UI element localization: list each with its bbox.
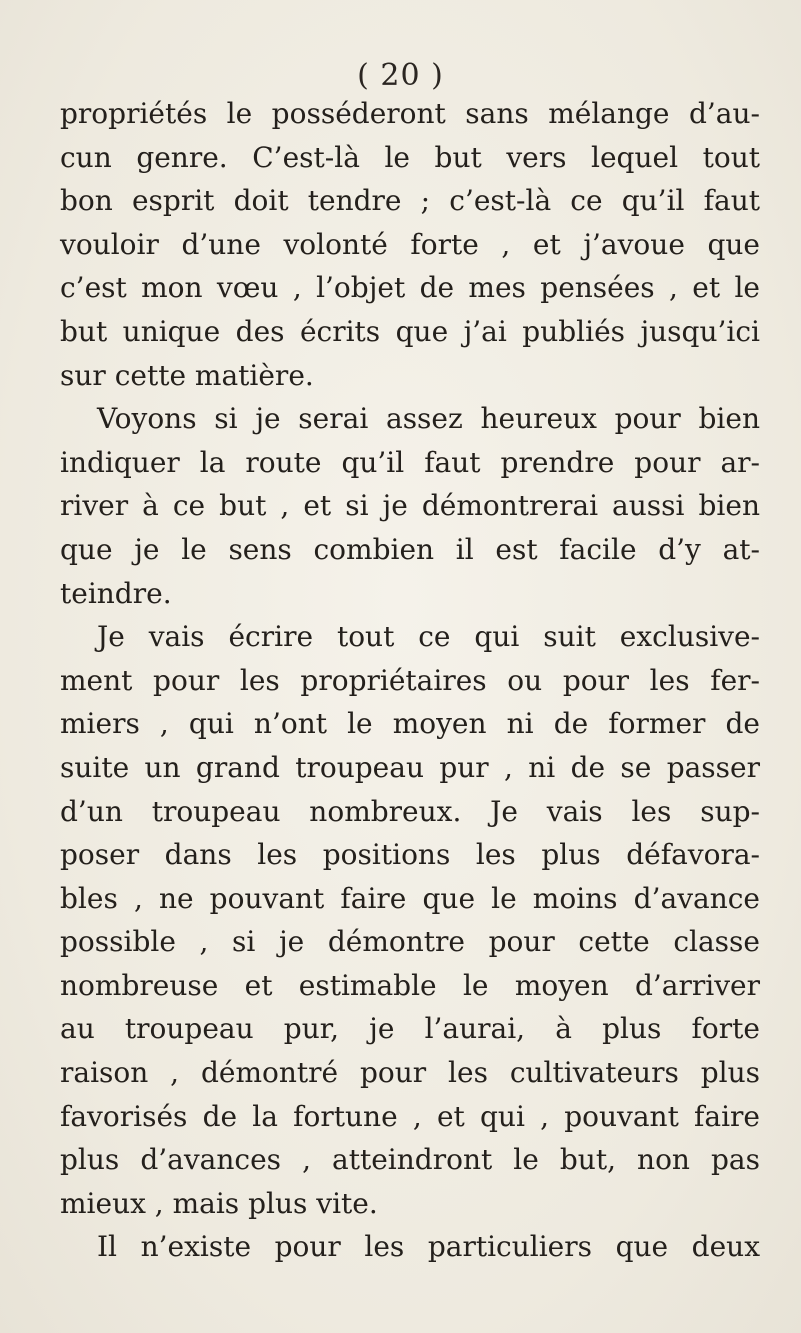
text-line: bles , ne pouvant faire que le moins d’avance	[60, 881, 760, 915]
text-line: ment pour les propriétaires ou pour les fer-	[60, 663, 760, 697]
text-line: Voyons si je serai assez heureux pour bien	[97, 402, 760, 436]
text-line: d’un troupeau nombreux. Je vais les sup-	[60, 794, 760, 828]
text-line: bon esprit doit tendre ; c’est-là ce qu’il faut	[60, 184, 760, 218]
page-number: ( 20 )	[357, 58, 444, 93]
text-line: river à ce but , et si je démontrerai aussi bien	[60, 489, 760, 523]
text-line: raison , démontré pour les cultivateurs plus	[60, 1056, 760, 1090]
text-line: miers , qui n’ont le moyen ni de former de	[60, 707, 760, 741]
text-line: Il n’existe pour les particuliers que deux	[97, 1230, 760, 1264]
text-line: propriétés le posséderont sans mélange d’au-	[60, 97, 760, 130]
text-line: que je le sens combien il est facile d’y at-	[60, 532, 760, 566]
text-line: vouloir d’une volonté forte , et j’avoue que	[60, 227, 760, 261]
text-line: sur cette matière.	[60, 358, 314, 392]
text-line: cun genre. C’est-là le but vers lequel tout	[60, 140, 760, 174]
text-line: Je vais écrire tout ce qui suit exclusive-	[97, 620, 760, 654]
body-text	[60, 92, 760, 1269]
text-line: au troupeau pur, je l’aurai, à plus forte	[60, 1012, 760, 1046]
text-line: poser dans les positions les plus défavora-	[60, 838, 760, 872]
text-line: suite un grand troupeau pur , ni de se passer	[60, 750, 760, 784]
text-line: plus d’avances , atteindront le but, non pas	[60, 1143, 760, 1177]
text-line: indiquer la route qu’il faut prendre pour ar-	[60, 445, 760, 479]
text-line: possible , si je démontre pour cette classe	[60, 925, 760, 959]
text-line: nombreuse et estimable le moyen d’arriver	[60, 968, 760, 1002]
text-line: favorisés de la fortune , et qui , pouvant faire	[60, 1099, 760, 1133]
text-line: c’est mon vœu , l’objet de mes pensées , et le	[60, 271, 760, 305]
text-line: mieux , mais plus vite.	[60, 1186, 378, 1220]
text-line: teindre.	[60, 576, 172, 610]
text-line: but unique des écrits que j’ai publiés jusqu’ici	[60, 314, 760, 348]
